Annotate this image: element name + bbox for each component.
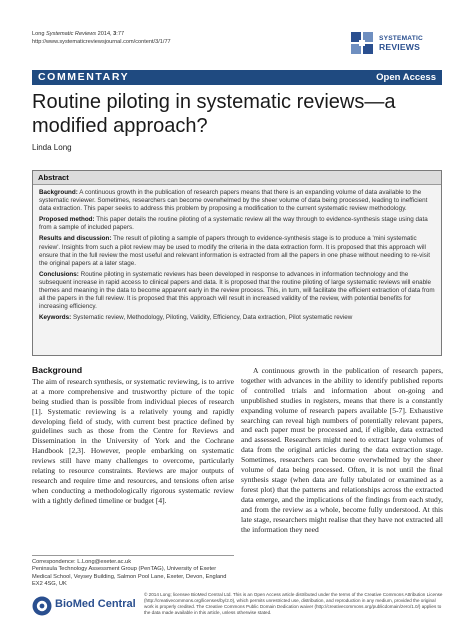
title-line-1: Routine piloting in systematic reviews—a [32,91,396,113]
abstract-section-head: Keywords: [39,314,72,322]
abstract-section-head: Results and discussion: [39,235,112,243]
journal-citation [32,30,332,46]
logo-line-1: SYSTEMATIC [379,35,424,42]
license-text: © 2014 Long; licensee BioMed Central Ltd. This is an Open Access article distributed under the terms of the Creative Commons Attribution License (http://creativecommons.org/licenses/by/2.0), which permits unrestricted use, distribution, and reproduction in any medium, provided the original work is properly credited. The Creative Commons Public Domain Dedication waiver (http://creativecommons.org/publicdomain/zero/1.0/) applies to the data made available in this article, unless otherwise stated. [144,592,443,616]
open-access-label: Open Access [376,71,436,83]
author-affiliation: Peninsula Technology Assessment Group (PenTAG), University of Exeter Medical School, Veysey Building, Salmon Pool Lane, Exeter, Devon, England EX2 4SG, UK [32,566,227,588]
abstract-section-text: A continuous growth in the publication of research papers means that there is an expanding volume of data available to the systematic reviewer. Sometimes, researchers can become overwhelmed by the sheer volume of data being processed, leading to inefficient data extraction. This paper seeks to address this problem by proposing a modification to the current systematic review methodology. [39,189,428,213]
abstract-section-text: This paper details the routine piloting of a systematic review all the way through to evidence-synthesis stage using data from a sample of included papers. [39,216,428,232]
systematic-reviews-logo-icon [348,29,376,57]
biomed-central-logo-icon [32,596,52,616]
abstract-results [39,235,435,267]
body-column-left [32,366,234,506]
journal-url[interactable]: http://www.systematicreviewsjournal.com/content/3/1/77 [32,39,171,45]
abstract-background [39,189,435,213]
title-line-2: modified approach? [32,115,208,137]
background-heading: Background [32,365,83,375]
publisher-logo[interactable] [32,595,152,617]
correspondence-note [32,555,234,589]
abstract-section-head: Proposed method: [39,216,95,224]
logo-wordmark [379,34,423,52]
correspondence-email[interactable]: Correspondence: L.Long@exeter.ac.uk [32,559,132,565]
abstract-box [32,170,442,356]
body-paragraph: The aim of research synthesis, or systematic reviewing, is to arrive at a more comprehensive and trustworthy picture of the topic being studied than is possible from individual pieces of research [1]. Systematic reviewing is a relatively young and rapidly developing field of study, with current best practice defined by guidelines such as those from the Centre for Reviews and Dissemination in the University of York and the Cochrane Handbook [2,3]. However, people embarking on systematic reviews still have many challenges to overcome, particularly relating to resource constraints. Reviews are major outputs of research and require time and resources, and tensions often arise when conducting a methodologically rigorous systematic review with a tightly defined timeline or budget [4]. [32,376,234,505]
journal-author-prefix: Long [32,31,45,37]
abstract-section-head: Conclusions: [39,270,79,278]
journal-year: 2014, [96,31,114,37]
article-category: COMMENTARY [38,71,130,83]
journal-logo[interactable] [348,29,440,57]
abstract-section-text: Systematic review, Methodology, Piloting, Validity, Efficiency, Data extraction, Pilot systematic review [71,314,353,322]
article-author: Linda Long [32,143,72,152]
abstract-body [33,185,441,322]
abstract-section-head: Background: [39,189,78,196]
body-paragraph: A continuous growth in the publication of research papers, together with advances in the ability to identify published reports of controlled trials and information about on-going and unpublished studies in registers, means that there is a constantly expanding volume of research papers available [5-7]. Exhaustive searching can reveal high numbers of potentially relevant papers, and each paper must be processed and, if eligible, data extracted and assessed. Researchers might need to extract large volumes of data from the original articles during the data extraction stage. Sometimes, researchers can become overwhelmed by the sheer volume of data being processed. Often, it is not until the final synthesis stage (when data are fully tabulated or examined as a forest plot) that the patterns and relationships across the extracted data emerge, and the implications of the findings from each study, and from the review as a whole, become fully understood. At this late stage, researchers might realise that they have not extracted all the information they need [241,366,443,534]
logo-line-2: REVIEWS [379,42,421,52]
abstract-conclusions [39,271,435,311]
body-column-right [241,366,443,534]
abstract-keywords [39,314,435,322]
article-type-banner [32,70,442,85]
abstract-section-text: The result of piloting a sample of papers through to evidence-synthesis stage is to produce a 'mini systematic review'. Insights from such a pilot review may be used to modify the criteria in the data extraction form. It is proposed that this approach will ensure that in the full review the most useful and relevant information is extracted from all the papers in one phase without needing to re-visit the original papers at a later stage. [39,235,430,267]
journal-volume: 3 [113,31,117,37]
publisher-name: BioMed Central [55,598,136,610]
journal-article: :77 [116,31,125,37]
abstract-method [39,216,435,232]
article-title [32,90,452,138]
abstract-section-text: Routine piloting in systematic reviews has been developed in response to advances in information technology and the subsequent increase in rapid access to clinical papers and data. It is proposed that the routine piloting of large systematic reviews will enable themes and meaning in the data to become apparent early in the review process. This, in turn, will facilitate the efficient extraction of data from all the papers in the full review. It is proposed that this approach will result in increased validity of the review, with potential benefits for increasing efficiency. [39,270,435,311]
abstract-heading: Abstract [33,171,441,185]
journal-name: Systematic Reviews [46,31,97,37]
